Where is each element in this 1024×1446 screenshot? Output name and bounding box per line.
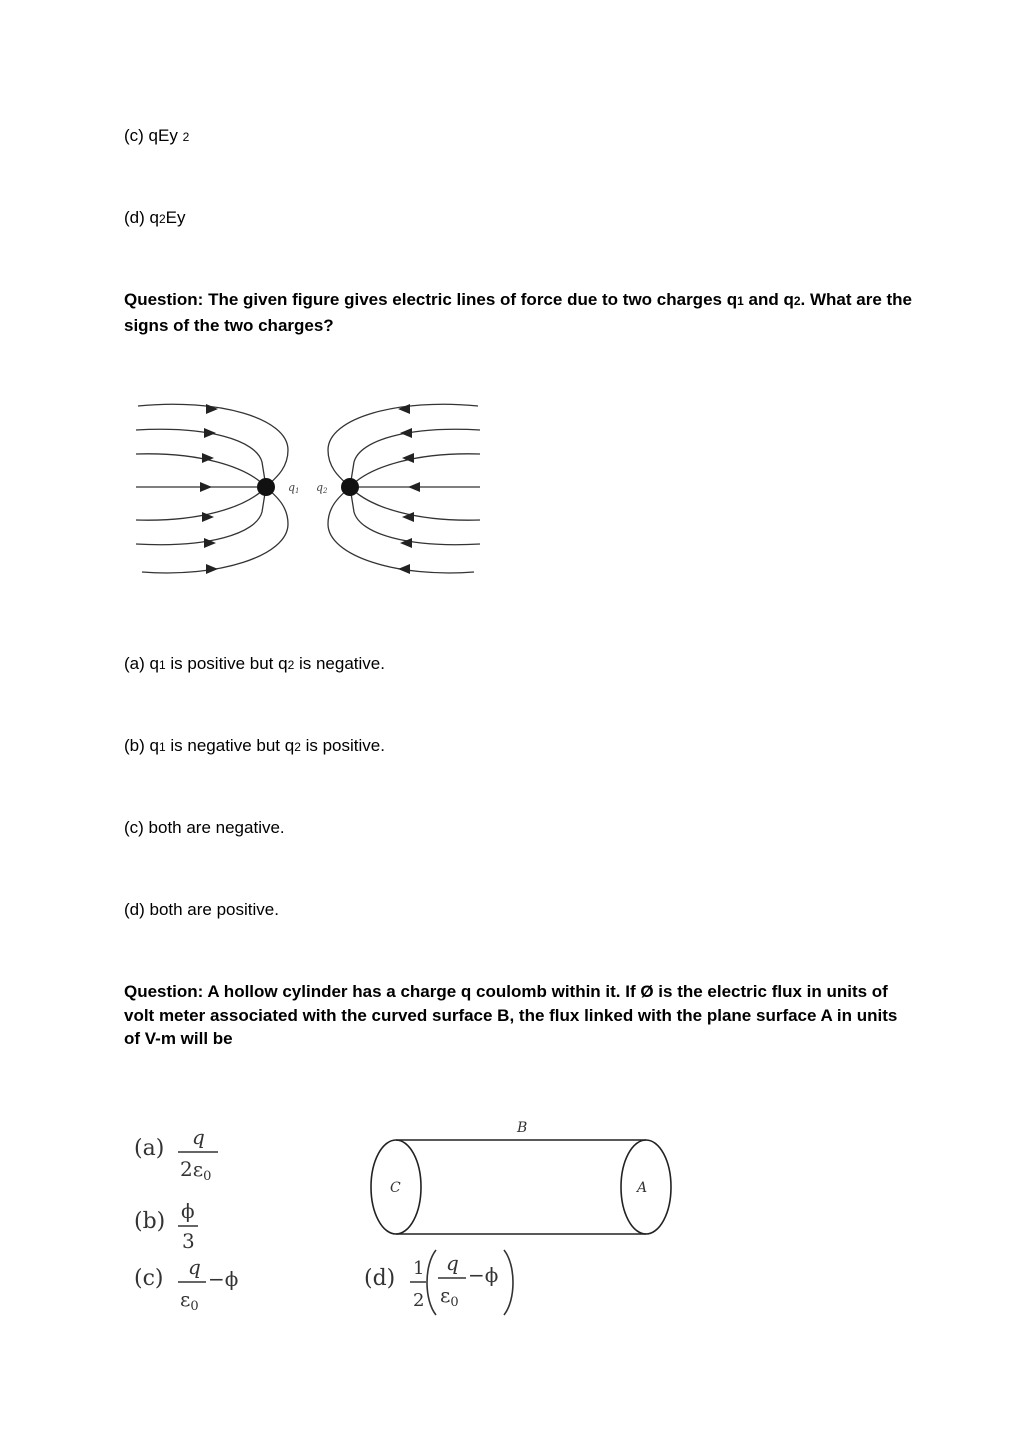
question-text: A hollow cylinder has a charge q coulomb within it. If Ø is the electric flux in units of volt meter associated with the curved surface B, the flux linked with the plane surface A in units of V-m will be xyxy=(124,982,898,1048)
option-subscript: 2 xyxy=(182,130,190,144)
right-arrows xyxy=(398,404,420,574)
option-c-prev xyxy=(124,124,189,149)
option-c-tail: −ϕ xyxy=(208,1267,239,1291)
subscript: 1 xyxy=(158,658,166,672)
subscript: 1 xyxy=(158,740,166,754)
hollow-cylinder xyxy=(371,1140,671,1234)
option-text: (c) both are negative. xyxy=(124,818,285,837)
arrow-icon xyxy=(398,404,410,414)
arrow-icon xyxy=(200,482,212,492)
field-line xyxy=(138,404,288,487)
option-a-denominator: $2\varepsilon_0$ xyxy=(180,1157,212,1184)
question-2 xyxy=(124,980,914,1051)
option-a-label: (a) xyxy=(134,1136,165,1161)
option-c-numerator: q xyxy=(188,1255,201,1279)
option-text: (c) qEy xyxy=(124,126,178,145)
option-d-coef-denominator: 2 xyxy=(413,1290,425,1311)
left-paren xyxy=(427,1250,436,1315)
question-text: . What are the signs of the two charges? xyxy=(124,290,912,335)
field-line xyxy=(328,487,474,573)
q1-option-a xyxy=(124,652,385,677)
field-line xyxy=(350,454,480,487)
option-a-numerator: q xyxy=(192,1125,205,1149)
option-text: is positive but q xyxy=(165,654,288,673)
option-c-label: (c) xyxy=(134,1266,164,1291)
label-b: B xyxy=(517,1120,528,1136)
q1-label: q1 xyxy=(288,481,300,495)
arrow-icon xyxy=(206,404,218,414)
option-b-denominator: 3 xyxy=(182,1229,195,1253)
q2-label: q2 xyxy=(316,481,328,495)
option-d-coef-numerator: 1 xyxy=(413,1258,425,1279)
cylinder-question-figure xyxy=(128,1110,688,1325)
right-paren xyxy=(504,1250,513,1315)
option-subscript: 2 xyxy=(158,212,166,226)
option-text: (b) q xyxy=(124,736,159,755)
question-1 xyxy=(124,288,914,337)
arrow-icon xyxy=(408,482,420,492)
q1-option-d xyxy=(124,898,279,921)
option-d-label: (d) xyxy=(364,1266,396,1291)
question-text: The given figure gives electric lines of force due to two charges q xyxy=(203,290,738,309)
arrow-icon xyxy=(400,428,412,438)
field-line xyxy=(136,487,266,520)
question-text: and q xyxy=(743,290,794,309)
field-line xyxy=(136,454,266,487)
option-text: is negative. xyxy=(294,654,385,673)
charge-q1 xyxy=(257,478,275,496)
arrow-icon xyxy=(206,564,218,574)
option-d-numerator: q xyxy=(446,1251,459,1275)
option-b-label: (b) xyxy=(134,1209,166,1234)
field-line xyxy=(142,487,288,573)
option-c-denominator: $\varepsilon_0$ xyxy=(180,1287,199,1314)
question-label: Question: xyxy=(124,982,204,1001)
left-arrows xyxy=(200,404,218,574)
arrow-icon xyxy=(202,453,214,463)
option-text: is negative but q xyxy=(165,736,295,755)
question-label: Question: xyxy=(124,290,204,309)
option-b-numerator: ϕ xyxy=(181,1199,195,1223)
label-c: C xyxy=(390,1180,401,1196)
field-line xyxy=(350,487,480,520)
option-text: (d) both are positive. xyxy=(124,900,279,919)
arrow-icon xyxy=(398,564,410,574)
subscript: 1 xyxy=(737,294,744,308)
charge-q2 xyxy=(341,478,359,496)
option-d-prev xyxy=(124,206,186,231)
answer-options xyxy=(134,1125,513,1315)
arrow-icon xyxy=(402,453,414,463)
option-text: is positive. xyxy=(300,736,385,755)
subscript: 2 xyxy=(294,740,301,754)
subscript: 2 xyxy=(287,658,295,672)
field-line xyxy=(328,404,478,487)
field-lines-figure xyxy=(128,390,488,590)
option-d-denominator: $\varepsilon_0$ xyxy=(440,1283,459,1310)
option-text: (d) q xyxy=(124,208,159,227)
label-a: A xyxy=(637,1180,648,1196)
option-text-suffix: Ey xyxy=(165,208,186,227)
subscript: 2 xyxy=(793,294,801,308)
q1-option-c xyxy=(124,816,285,839)
option-d-tail: −ϕ xyxy=(468,1263,499,1287)
option-text: (a) q xyxy=(124,654,159,673)
q1-option-b xyxy=(124,734,385,759)
arrow-icon xyxy=(204,428,216,438)
